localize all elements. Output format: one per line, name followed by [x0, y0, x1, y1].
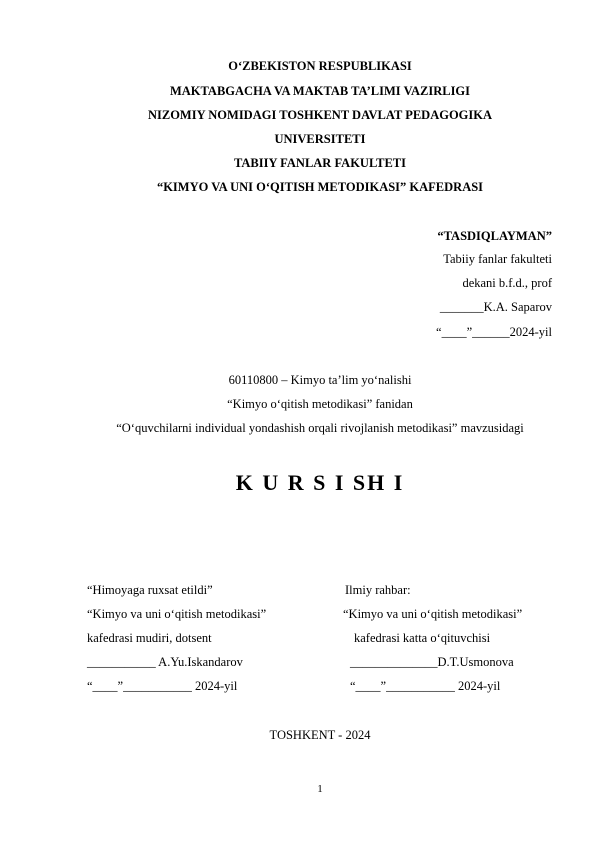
document-title: K U R S I SH I — [235, 470, 405, 495]
defense-permission-label: “Himoyaga ruxsat etildi” — [87, 583, 213, 597]
supervisor-date: “____”___________ 2024-yil — [350, 679, 501, 693]
supervisor-position: kafedrasi katta o‘qituvchisi — [354, 631, 491, 645]
defense-department: “Kimyo va uni o‘qitish metodikasi” — [87, 607, 267, 621]
subject-direction: 60110800 – Kimyo ta’lim yo‘nalishi — [228, 373, 412, 387]
page-number: 1 — [317, 783, 323, 795]
subject-course: “Kimyo o‘qitish metodikasi” fanidan — [227, 397, 413, 411]
header-line-faculty: TABIIY FANLAR FAKULTETI — [233, 156, 407, 170]
approval-position: dekani b.f.d., prof — [462, 276, 552, 290]
subject-topic: “O‘quvchilarni individual yondashish orqali rivojlanish metodikasi” mavzusidagi — [116, 421, 524, 435]
supervisor-label: Ilmiy rahbar: — [345, 583, 411, 597]
defense-head-signature: ___________ A.Yu.Iskandarov — [87, 655, 243, 669]
approval-signature: _______K.A. Saparov — [439, 300, 552, 314]
header-line-country: O‘ZBEKISTON RESPUBLIKASI — [228, 59, 412, 73]
approval-date: “____”______2024-yil — [436, 325, 552, 339]
defense-head-position: kafedrasi mudiri, dotsent — [87, 631, 212, 645]
supervisor-signature: ______________D.T.Usmonova — [350, 655, 514, 669]
supervisor-department: “Kimyo va uni o‘qitish metodikasi” — [343, 607, 523, 621]
approval-faculty: Tabiiy fanlar fakulteti — [443, 252, 552, 266]
approval-title: “TASDIQLAYMAN” — [437, 229, 552, 243]
city-year: TOSHKENT - 2024 — [269, 728, 371, 742]
header-line-department: “KIMYO VA UNI O‘QITISH METODIKASI” KAFEDRASI — [156, 180, 484, 194]
header-line-university: NIZOMIY NOMIDAGI TOSHKENT DAVLAT PEDAGOGIKA — [147, 108, 493, 122]
defense-date: “____”___________ 2024-yil — [87, 679, 238, 693]
defense-permission-block — [87, 583, 266, 703]
header-line-ministry: MAKTABGACHA VA MAKTAB TA’LIMI VAZIRLIGI — [169, 84, 471, 98]
supervisor-block — [343, 583, 522, 703]
header-line-university-cont: UNIVERSITETI — [274, 132, 366, 146]
